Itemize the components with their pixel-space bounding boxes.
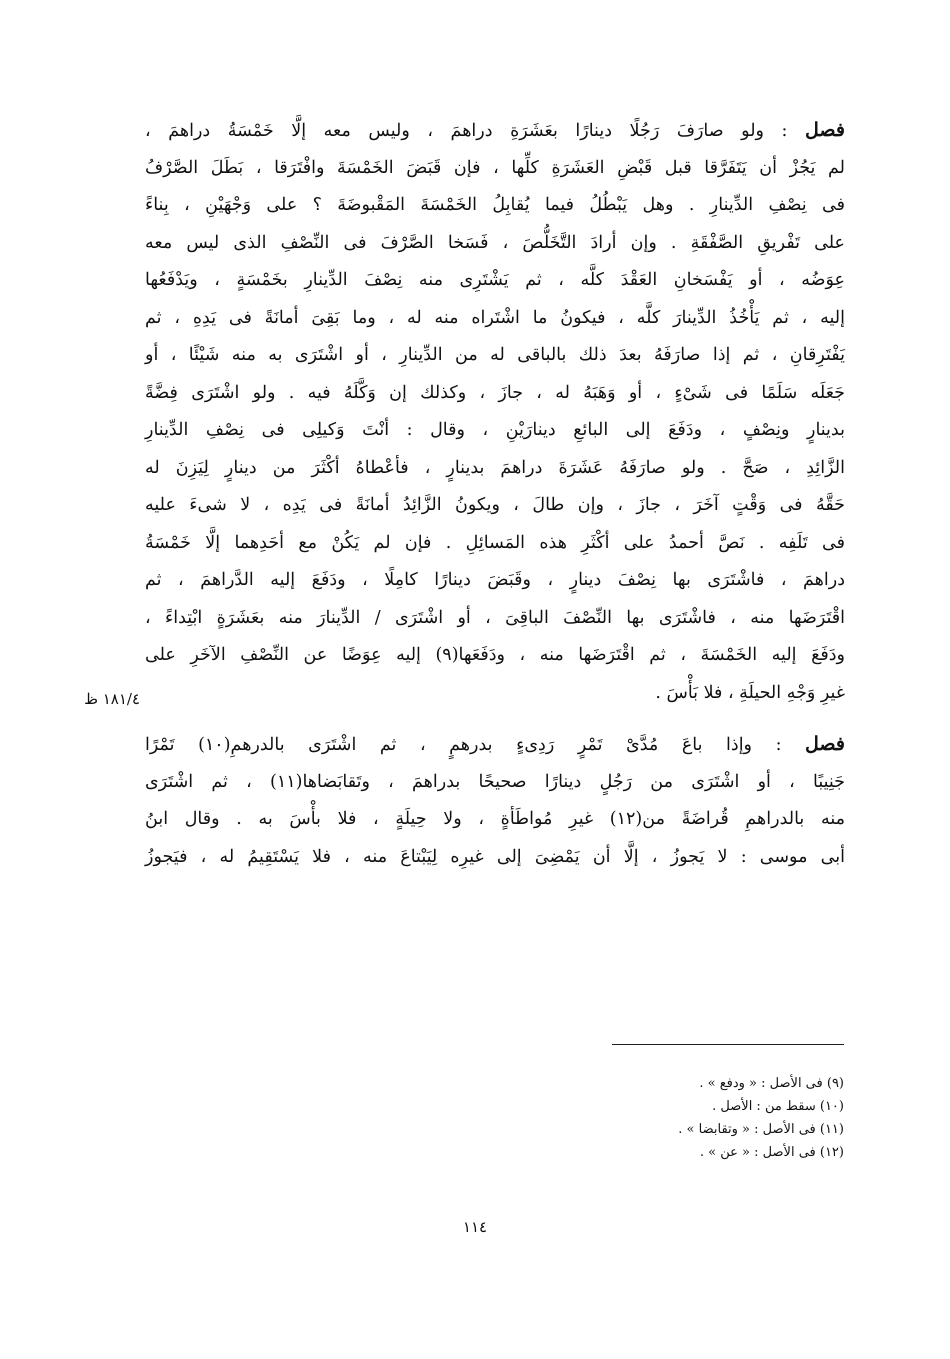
text-line: جَنِيبًا ، أو اشْتَرَى من رَجُلٍ دينارًا صحيحًا بدراهمَ ، وتَقابَضاها(١١) ، ثم اشْتَرَى: [145, 771, 846, 792]
main-text: [145, 112, 845, 876]
text-line: دراهمَ ، فاشْتَرَى بها نِصْفَ دينارٍ ، وقَبَضَ دينارًا كامِلًا ، ودَفَعَ إليه الدَّراهمَ ، ثم: [145, 570, 845, 590]
text-line: لم يَجُزْ أن يَتَفَرَّقا قبل قَبْضِ العَشَرَةِ كلِّها ، فإن قَبَضَ الخَمْسَةَ وافْتَرَقا ، بَطَلَ الصَّرْفُ: [145, 157, 845, 178]
page-number: ١١٤: [462, 1218, 488, 1236]
section-heading: فصل: [805, 119, 845, 141]
paragraph-gap: [145, 712, 845, 726]
text-line: منه بالدراهمِ قُراضَةً من(١٢) غيرِ مُواطَأةٍ ، ولا حِيلَةٍ ، فلا بأْسَ به . وقال ابنُ: [145, 809, 845, 829]
footnotes: [500, 1072, 844, 1164]
text-line: اقْتَرَضَها منه ، فاشْتَرَى بها النِّصْفَ الباقِىَ ، أو اشْتَرَى / الدِّينارَ منه بعَشَرَةٍ ابْتِداءً ،: [145, 607, 845, 628]
text-line: غيرِ وَجْهِ الحيلَةِ ، فلا بَأْسَ .: [655, 682, 845, 703]
margin-note: ١٨١/٤ ظ: [84, 690, 140, 708]
text-line: على تَفْريقِ الصَّفْقَةِ . وإن أرادَ التَّخَلُّصَ ، فَسَخا الصَّرْفَ فى النِّصْفِ الذى ليس معه: [145, 232, 845, 253]
footnote: (١٢) فى الأصل : « عن » .: [699, 1145, 844, 1160]
text-line: حَقَّهُ فى وَقْتٍ آخَرَ ، جازَ ، وإن طالَ ، ويكونُ الزَّائِدُ أمانَةً فى يَدِه ، لا شىءَ عليه: [145, 495, 845, 515]
footnote: (١٠) سقط من : الأصل .: [712, 1099, 844, 1114]
text-line: فى نِصْفِ الدِّينارِ . وهل يَبْطُلُ فيما يُقابِلُ الخَمْسَةَ المَقْبوضَةَ ؟ على وَجْهَيْنِ ، بِناءً: [145, 195, 845, 215]
text-line: يَفْتَرِقانِ ، ثم إذا صارَفَهُ بعدَ ذلك بالباقى له من الدِّينارِ ، أو اشْتَرَى به منه شَيْئًا ، أو: [145, 345, 845, 365]
text-line: عِوَضُه ، أو يَفْسَخانِ العَقْدَ كلَّه ، ثم يَشْتَرِى منه نِصْفَ الدِّينارِ بخَمْسَةٍ ، ويَدْفَعُها: [145, 270, 845, 290]
footnote-divider: [612, 1044, 844, 1045]
text-line: فصل : وإذا باعَ مُدَّىْ تَمْرٍ رَدِىءٍ بدرهمٍ ، ثم اشْتَرَى بالدرهمِ(١٠) تَمْرًا: [145, 733, 845, 755]
footnote: (٩) فى الأصل : « ودفع » .: [699, 1076, 844, 1091]
text-line: فصل : ولو صارَفَ رَجُلًا دينارًا بعَشَرَةِ دراهمَ ، وليس معه إلَّا خَمْسَةُ دراهمَ ،: [145, 119, 845, 141]
footnote: (١١) فى الأصل : « وتقابضا » .: [678, 1122, 844, 1137]
text-line: الزَّائِدِ ، صَحَّ . ولو صارَفَهُ عَشَرَةَ دراهمَ بدينارٍ ، فأعْطاهُ أكْثَرَ من دينارٍ لِيَزِنَ له: [145, 457, 845, 478]
section-heading: فصل: [805, 733, 845, 755]
paragraph-fasl-2: [145, 726, 845, 876]
paragraph-fasl-1: [145, 112, 845, 712]
text-line: بدينارٍ ونِصْفٍ ، ودَفَعَ إلى البائعِ دينارَيْنِ ، وقال : أنْتَ وَكيلِى فى نِصْفِ الدِّينارِ: [145, 420, 845, 440]
text-line: ودَفَعَ إليه الخَمْسَةَ ، ثم اقْتَرَضَها منه ، ودَفَعَها(٩) إليه عِوَضًا عن النِّصْفِ الآخَرِ على: [145, 645, 845, 665]
text-line: أبى موسى : لا يَجوزُ ، إلَّا أن يَمْضِىَ إلى غيرِه لِيَبْتاعَ منه ، فلا يَسْتَقِيمُ له ، فيَجوزُ: [145, 846, 845, 867]
text-line: فى تَلَفِه . نَصَّ أحمدُ على أكْثَرِ هذه المَسائِلِ . فإن لم يَكُنْ مع أحَدِهما إلَّا خَمْسَةُ: [145, 532, 845, 553]
text-line: جَعَلَه سَلَمًا فى شَىْءٍ ، أو وَهَبَهُ له ، جازَ ، وكذلك إن وَكَّلَهُ فيه . ولو اشْتَرَى فِضَّةً: [145, 382, 845, 403]
text-line: إليه ، ثم يَأْخُذُ الدِّينارَ كلَّه ، فيكونُ ما اشْتَراه منه له ، وما بَقِىَ أمانَةً فى يَدِهِ ، ثم: [145, 307, 845, 328]
